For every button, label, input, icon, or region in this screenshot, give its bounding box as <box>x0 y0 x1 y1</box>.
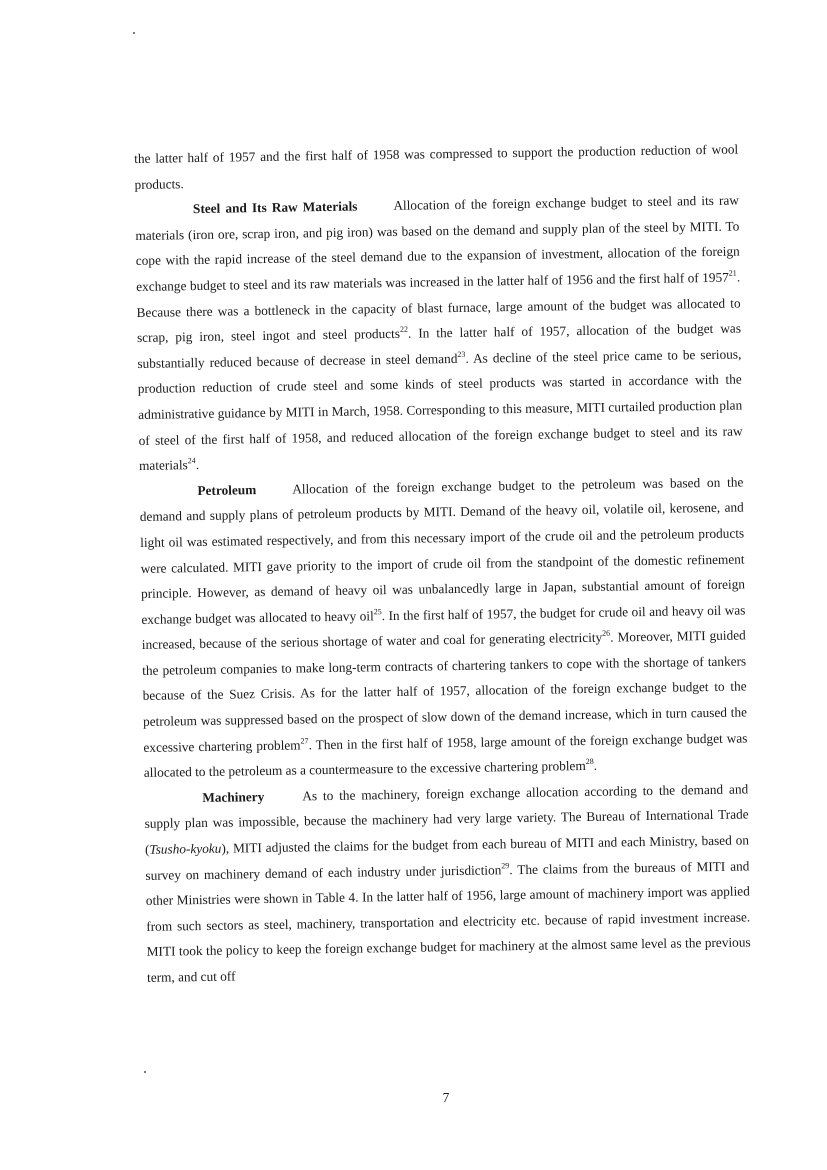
body-text <box>134 137 751 991</box>
steel-paragraph <box>135 188 743 479</box>
steel-text-3: . In the latter half of 1957, allocation of the budget was substantially reduced because of decrease in steel demand <box>137 320 742 371</box>
footnote-ref-29: 29 <box>501 860 510 870</box>
steel-text-5: . <box>195 457 200 473</box>
petroleum-text-3: . Moreover, MITI guided the petroleum companies to make long-term contracts of chartering tankers to cope with the shortage of tankers because of the Suez Crisis. As for the latter half of 1957, allocation of the foreign exchange budget to the petroleum was suppressed based on the prospect of slow down of the demand increase, which in turn caused the excessive chartering problem <box>142 627 748 755</box>
petroleum-text-4: . Then in the first half of 1958, large amount of the foreign exchange budget was allocated to the petroleum as a countermeasure to the excessive chartering problem <box>143 730 748 781</box>
machinery-text-3: . The claims from the bureaus of MITI and other Ministries were shown in Table 4. In the latter half of 1956, large amount of machinery import was applied from such sectors as steel, machinery, transportation and electricity etc. because of rapid investment increase. MITI took the policy to keep the foreign exchange budget for machinery at the almost same level as the previous term, and cut off <box>145 858 751 985</box>
footnote-ref-26: 26 <box>602 628 611 638</box>
intro-text: the latter half of 1957 and the first half of 1958 was compressed to support the production reduction of wool products. <box>134 141 739 192</box>
footnote-ref-21: 21 <box>728 268 737 278</box>
page-number: 7 <box>442 1090 450 1105</box>
machinery-heading: Machinery <box>202 788 265 805</box>
steel-text-2: . Because there was a bottleneck in the capacity of blast furnace, large amount of the budget was allocated to scrap, pig iron, steel ingot and steel products <box>136 269 741 346</box>
petroleum-paragraph <box>139 469 748 786</box>
steel-text-4: . As decline of the steel price came to be serious, production reduction of crude steel and some kinds of steel products was started in accordance with the administrative guidance by MITI in March, 1958. Corresponding to this measure, MITI curtailed production plan of steel of the first half of 1958, and reduced allocation of the foreign exchange budget to steel and its raw materials <box>137 346 743 474</box>
machinery-text-2: ), MITI adjusted the claims for the budget from each bureau of MITI and each Ministry, based on survey on machinery demand of each industry under jurisdiction <box>145 832 750 883</box>
scan-speck <box>133 32 135 34</box>
footnote-ref-27: 27 <box>300 735 309 746</box>
scan-speck <box>144 1071 146 1073</box>
steel-heading: Steel and Its Raw Materials <box>192 198 358 217</box>
footnote-ref-22: 22 <box>399 324 409 335</box>
petroleum-text-2: . In the first half of 1957, the budget for crude oil and heavy oil was increased, because of the serious shortage of water and coal for generating electricity <box>141 602 746 653</box>
intro-paragraph <box>134 137 739 198</box>
footnote-ref-23: 23 <box>457 349 466 359</box>
footnote-ref-25: 25 <box>373 606 382 616</box>
machinery-italic-term: Tsusho-kyoku <box>149 840 222 857</box>
footnote-ref-28: 28 <box>585 757 594 767</box>
petroleum-heading: Petroleum <box>197 481 257 498</box>
machinery-paragraph <box>144 776 751 990</box>
footnote-ref-24: 24 <box>187 456 196 466</box>
steel-text-1: Allocation of the foreign exchange budget to steel and its raw materials (iron ore, scrap iron, and pig iron) was based on the demand and supply plan of the steel by MITI. To cope with the rapid increase of the steel demand due to the expansion of investment, allocation of the foreign exchange budget to steel and its raw materials was increased in the latter half of 1956 and the first half of 1957 <box>135 192 740 294</box>
petroleum-text-5: . <box>593 758 598 774</box>
machinery-text-1: As to the machinery, foreign exchange allocation according to the demand and supply plan was impossible, because the machinery had very large variety. The Bureau of International Trade ( <box>144 781 749 857</box>
petroleum-text-1: Allocation of the foreign exchange budget to the petroleum was based on the demand and supply plans of petroleum products by MITI. Demand of the heavy oil, volatile oil, kerosene, and light oil was estimated respectively, and from this necessary import of the crude oil and the petroleum products were calculated. MITI gave priority to the import of crude oil from the standpoint of the domestic refinement principle. However, as demand of heavy oil was unbalancedly large in Japan, substantial amount of foreign exchange budget was allocated to heavy oil <box>139 474 746 627</box>
